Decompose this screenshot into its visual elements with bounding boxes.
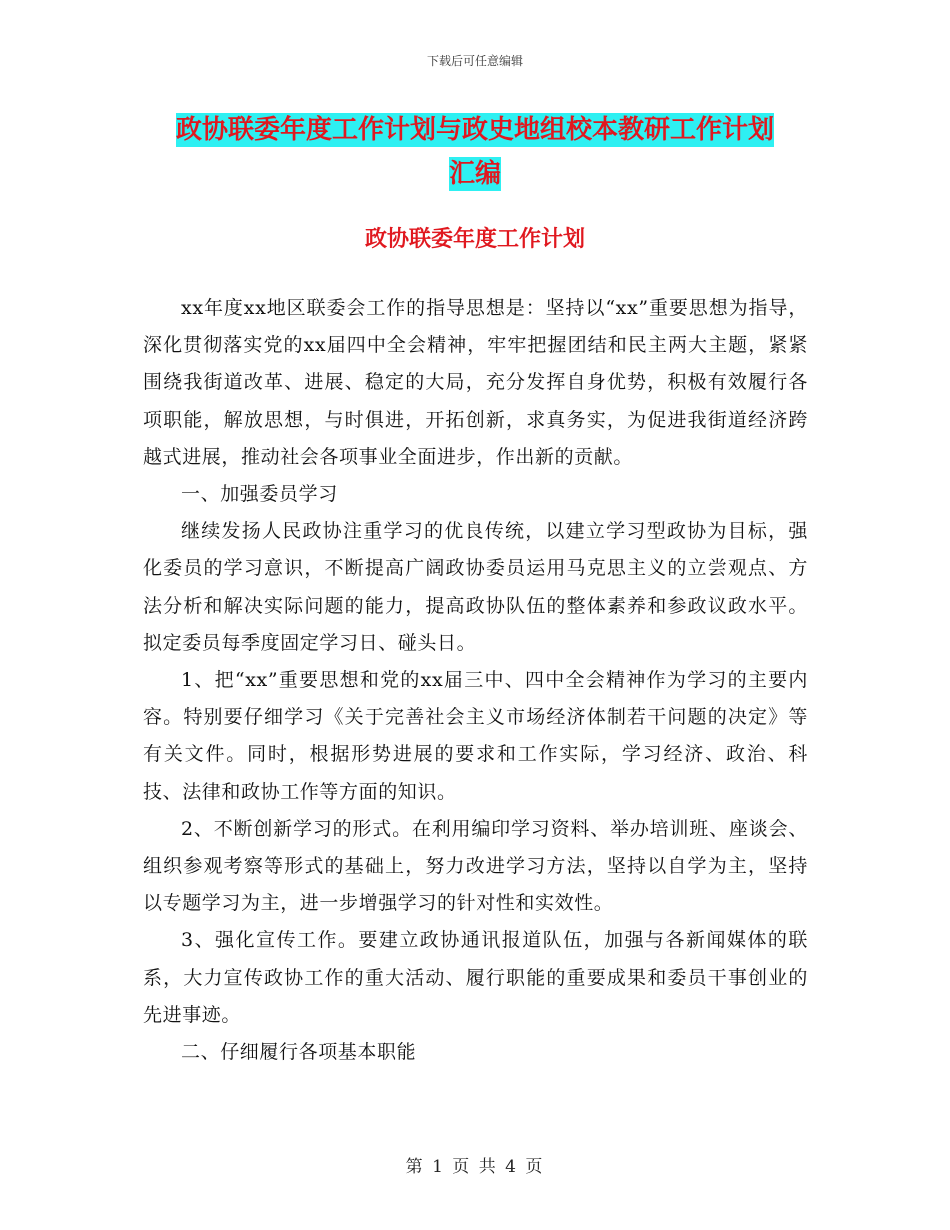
header-note: 下载后可任意编辑: [426, 54, 523, 68]
document-body: [143, 290, 808, 1071]
paragraph: 2、不断创新学习的形式。在利用编印学习资料、举办培训班、座谈会、组织参观考察等形式的基础上，努力改进学习方法，坚持以自学为主，坚持以专题学习为主，进一步增强学习的针对性和实效性。: [143, 817, 808, 915]
document-title-line1: 政协联委年度工作计划与政史地组校本教研工作计划: [175, 115, 774, 145]
paragraph: 1、把“xx”重要思想和党的xx届三中、四中全会精神作为学习的主要内容。特别要仔细学习《关于完善社会主义市场经济体制若干问题的决定》等有关文件。同时，根据形势进展的要求和工作实际，学习经济、政治、科技、法律和政协工作等方面的知识。: [143, 669, 808, 803]
paragraph: 3、强化宣传工作。要建立政协通讯报道队伍，加强与各新闻媒体的联系，大力宣传政协工作的重大活动、履行职能的重要成果和委员干事创业的先进事迹。: [143, 929, 808, 1026]
paragraph: 二、仔细履行各项基本职能: [181, 1041, 417, 1064]
page-number: 第 1 页 共 4 页: [405, 1157, 545, 1177]
document-title-line2: 汇编: [448, 159, 501, 189]
paragraph: 一、加强委员学习: [181, 483, 338, 506]
paragraph: 继续发扬人民政协注重学习的优良传统，以建立学习型政协为目标，强化委员的学习意识，不断提高广阔政协委员运用马克思主义的立尝观点、方法分析和解决实际问题的能力，提高政协队伍的整体素养和参政议政水平。拟定委员每季度固定学习日、碰头日。: [143, 520, 808, 654]
section-title: 政协联委年度工作计划: [364, 227, 585, 252]
document-title: [140, 108, 810, 196]
paragraph: xx年度xx地区联委会工作的指导思想是：坚持以“xx”重要思想为指导，深化贯彻落实党的xx届四中全会精神，牢牢把握团结和民主两大主题，紧紧围绕我街道改革、进展、稳定的大局，充分发挥自身优势，积极有效履行各项职能，解放思想，与时俱进，开拓创新，求真务实，为促进我街道经济跨越式进展，推动社会各项事业全面进步，作出新的贡献。: [143, 297, 808, 468]
